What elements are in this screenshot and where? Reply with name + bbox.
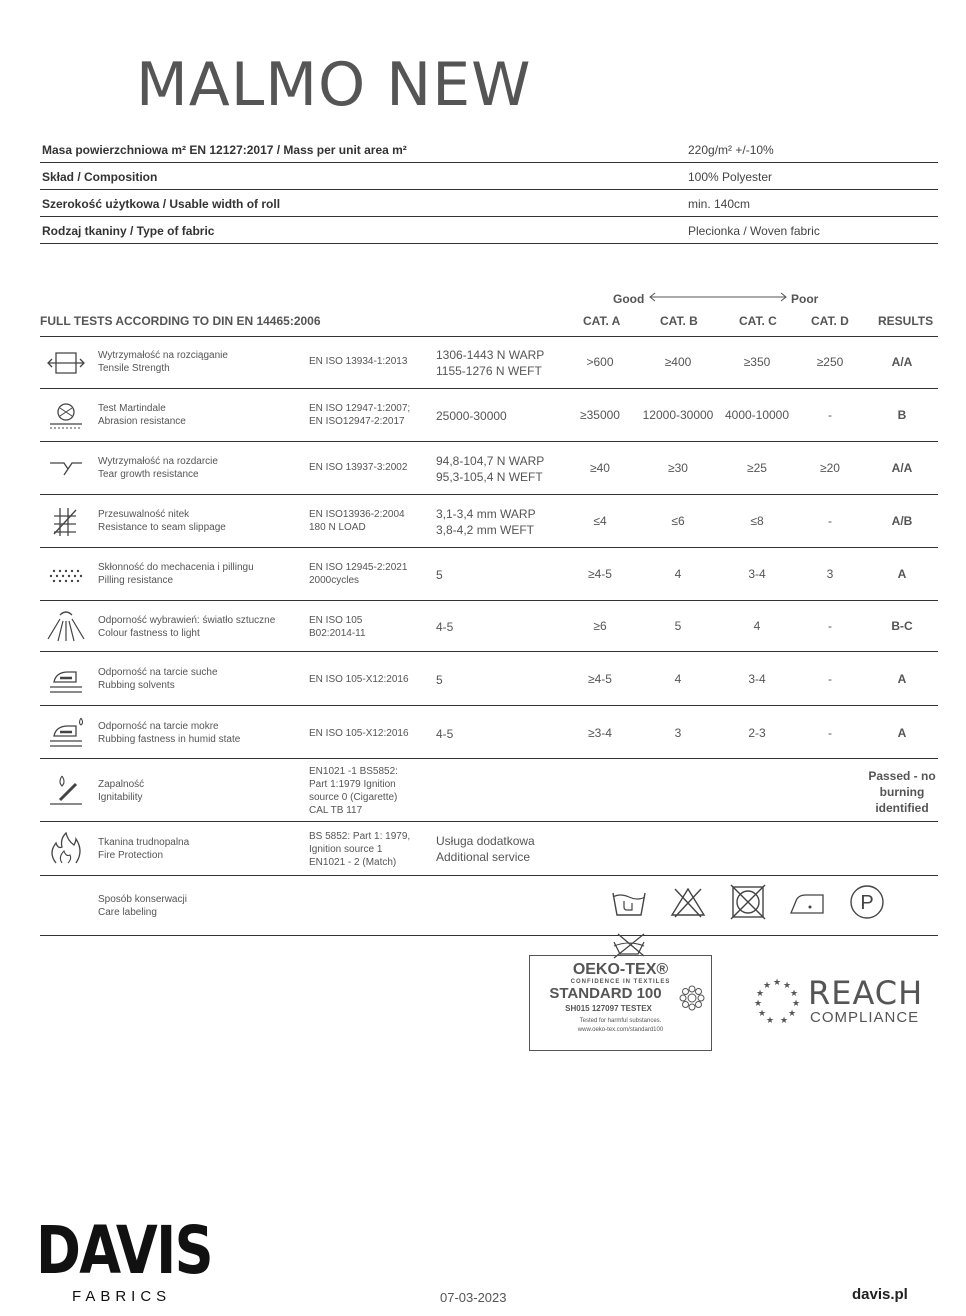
test-row-seam <box>40 496 938 548</box>
test-norm: EN ISO 105-X12:2016 <box>309 728 409 739</box>
test-row-tear <box>40 443 938 495</box>
test-label: Zapalność Ignitability <box>98 779 145 803</box>
document-date: 07-03-2023 <box>440 1290 507 1305</box>
oeko-code: SH015 127097 TESTEX <box>565 1004 652 1013</box>
header-results: RESULTS <box>878 314 934 328</box>
test-row-tensile <box>40 337 938 389</box>
svg-text:P: P <box>860 892 874 914</box>
spec-label: Skład / Composition <box>42 170 158 184</box>
test-value: 94,8-104,7 N WARP 95,3-105,4 N WEFT <box>436 454 545 484</box>
oeko-flower-icon <box>677 983 707 1013</box>
reach-title: REACH <box>808 974 924 1012</box>
test-row-ignitability <box>40 760 938 822</box>
scale-arrow-icon <box>648 291 788 303</box>
light-icon <box>46 609 86 645</box>
page-title: MALMO NEW <box>136 50 532 120</box>
cat-d-value: - <box>828 619 832 633</box>
cat-d-value: - <box>828 408 832 422</box>
cat-c-value: 2-3 <box>748 726 766 740</box>
cat-c-value: 3-4 <box>748 567 766 581</box>
oeko-tagline: CONFIDENCE IN TEXTILES <box>570 979 671 985</box>
cat-c-value: 4000-10000 <box>724 408 790 422</box>
cat-d-value: ≥250 <box>816 355 844 369</box>
test-label: Wytrzymałość na rozciąganie Tensile Strength <box>98 350 228 374</box>
iron-low-icon <box>788 883 826 921</box>
result-value: A <box>897 726 907 740</box>
spec-row-type <box>40 217 938 244</box>
svg-text:★: ★ <box>765 1016 775 1026</box>
spec-label: Masa powierzchniowa m² EN 12127:2017 / Mass per unit area m² <box>42 143 407 157</box>
svg-text:★: ★ <box>789 989 799 999</box>
header-cat-d: CAT. D <box>811 314 849 328</box>
oeko-note: Tested for harmful substances. www.oeko-tex.com/standard100 <box>577 1018 664 1033</box>
scale-good-label: Good <box>613 292 645 306</box>
cat-b-value: ≥30 <box>668 461 688 475</box>
result-value: Passed - no burning identified <box>868 769 936 815</box>
test-row-rubbing-dry <box>40 653 938 706</box>
ignitability-icon <box>46 772 86 808</box>
spec-label: Szerokość użytkowa / Usable width of roll <box>42 197 281 211</box>
test-label: Przesuwalność nitek Resistance to seam slippage <box>98 509 226 533</box>
oeko-standard: STANDARD 100 <box>549 985 662 1002</box>
cat-c-value: ≤8 <box>750 514 764 528</box>
result-value: B-C <box>891 619 913 633</box>
cat-d-value: ≥20 <box>820 461 840 475</box>
oeko-tex-badge <box>529 955 712 1051</box>
result-value: A <box>897 672 907 686</box>
test-norm: EN ISO 12945-2:2021 2000cycles <box>309 562 408 586</box>
header-cat-c: CAT. C <box>739 314 777 328</box>
cat-a-value: ≥4-5 <box>588 567 612 581</box>
svg-text:★: ★ <box>762 981 772 991</box>
cat-a-value: ≥4-5 <box>588 672 612 686</box>
cat-a-value: >600 <box>586 355 614 369</box>
test-norm: EN ISO13936-2:2004 180 N LOAD <box>309 509 405 533</box>
cat-d-value: 3 <box>826 567 834 581</box>
cat-b-value: 3 <box>674 726 682 740</box>
cat-d-value: - <box>828 726 832 740</box>
spec-value: 100% Polyester <box>688 170 773 184</box>
spec-value: Plecionka / Woven fabric <box>688 224 820 238</box>
martindale-icon <box>46 398 86 434</box>
cat-b-value: 12000-30000 <box>642 408 714 422</box>
dry-clean-p-icon <box>848 883 886 921</box>
test-value: 3,1-3,4 mm WARP 3,8-4,2 mm WEFT <box>436 507 536 537</box>
cat-a-value: ≤4 <box>593 514 607 528</box>
cat-c-value: ≥25 <box>747 461 767 475</box>
cat-a-value: ≥35000 <box>580 408 620 422</box>
cat-a-value: ≥3-4 <box>588 726 612 740</box>
result-value: A/A <box>891 355 913 369</box>
header-cat-b: CAT. B <box>660 314 698 328</box>
cat-c-value: ≥350 <box>743 355 771 369</box>
cat-a-value: ≥40 <box>590 461 610 475</box>
test-value: 4-5 <box>436 727 454 741</box>
svg-text:★: ★ <box>779 1016 789 1026</box>
website-link[interactable]: davis.pl <box>852 1286 908 1303</box>
fire-icon <box>46 831 86 867</box>
spec-value: 220g/m² +/-10% <box>688 143 774 157</box>
result-value: B <box>897 408 907 422</box>
test-norm: EN ISO 105-X12:2016 <box>309 674 409 685</box>
oeko-brand: OEKO-TEX® <box>572 961 669 978</box>
svg-text:★: ★ <box>757 1009 767 1019</box>
test-norm: BS 5852: Part 1: 1979, Ignition source 1 EN1021 - 2 (Match) <box>309 831 411 868</box>
svg-text:★: ★ <box>787 1009 797 1019</box>
test-value: 4-5 <box>436 620 454 634</box>
svg-text:★: ★ <box>755 989 765 999</box>
cat-d-value: - <box>828 514 832 528</box>
test-row-martindale <box>40 390 938 442</box>
test-row-light <box>40 602 938 652</box>
tests-table-header <box>40 310 938 337</box>
spec-value: min. 140cm <box>688 197 751 211</box>
davis-logo: DAVIS <box>36 1212 212 1289</box>
cat-b-value: 4 <box>674 567 682 581</box>
test-norm: EN ISO 13937-3:2002 <box>309 462 408 473</box>
result-value: A <box>897 567 907 581</box>
care-labeling-row <box>40 877 938 936</box>
wash-30-icon <box>610 883 648 921</box>
no-tumble-dry-icon <box>729 883 767 921</box>
cat-b-value: 4 <box>674 672 682 686</box>
test-norm: EN ISO 105 B02:2014-11 <box>309 615 366 639</box>
result-value: A/A <box>891 461 913 475</box>
spec-row-width <box>40 190 938 217</box>
test-value: Usługa dodatkowa Additional service <box>436 834 535 864</box>
cat-b-value: ≤6 <box>671 514 685 528</box>
test-label: Odporność na tarcie suche Rubbing solvents <box>98 667 218 691</box>
test-label: Odporność wybrawień: światło sztuczne Colour fastness to light <box>98 615 276 639</box>
reach-subtitle: COMPLIANCE <box>810 1009 920 1026</box>
rubbing-dry-icon <box>46 662 86 698</box>
test-row-fire <box>40 823 938 876</box>
result-value: A/B <box>891 514 913 528</box>
test-label: Tkanina trudnopalna Fire Protection <box>98 837 190 861</box>
header-cat-a: CAT. A <box>583 314 621 328</box>
davis-logo-sub: FABRICS <box>72 1288 172 1305</box>
no-bleach-icon <box>669 883 707 921</box>
svg-text:★: ★ <box>791 999 801 1009</box>
cat-c-value: 3-4 <box>748 672 766 686</box>
eu-stars-icon <box>752 976 802 1026</box>
spec-row-composition <box>40 163 938 190</box>
tests-table-title: FULL TESTS ACCORDING TO DIN EN 14465:2006 <box>40 314 321 328</box>
test-norm: EN1021 -1 BS5852: Part 1:1979 Ignition source 0 (Cigarette) CAL TB 117 <box>309 766 398 816</box>
test-label: Test Martindale Abrasion resistance <box>98 403 186 427</box>
seam-slippage-icon <box>46 504 86 540</box>
cat-b-value: 5 <box>674 619 682 633</box>
test-value: 1306-1443 N WARP 1155-1276 N WEFT <box>436 348 545 378</box>
test-value: 5 <box>436 673 443 687</box>
cat-c-value: 4 <box>753 619 761 633</box>
cat-b-value: ≥400 <box>664 355 692 369</box>
spec-label: Rodzaj tkaniny / Type of fabric <box>42 224 215 238</box>
spec-row-mass <box>40 136 938 163</box>
tensile-icon <box>46 345 86 381</box>
test-label: Skłonność do mechacenia i pillingu Pilling resistance <box>98 562 254 586</box>
test-norm: EN ISO 13934-1:2013 <box>309 356 408 367</box>
test-row-pilling <box>40 549 938 601</box>
test-row-rubbing-wet <box>40 707 938 759</box>
cat-a-value: ≥6 <box>593 619 607 633</box>
test-label: Wytrzymałość na rozdarcie Tear growth resistance <box>98 456 218 480</box>
svg-text:★: ★ <box>772 978 782 988</box>
test-label: Odporność na tarcie mokre Rubbing fastness in humid state <box>98 721 241 745</box>
svg-text:★: ★ <box>753 999 763 1009</box>
svg-text:★: ★ <box>782 981 792 991</box>
test-value: 5 <box>436 568 443 582</box>
rubbing-wet-icon <box>46 716 86 752</box>
test-value: 25000-30000 <box>436 409 507 423</box>
cat-d-value: - <box>828 672 832 686</box>
scale-poor-label: Poor <box>791 292 819 306</box>
care-label: Sposób konserwacji Care labeling <box>98 894 187 918</box>
tear-icon <box>46 451 86 487</box>
pilling-icon <box>46 557 86 593</box>
test-norm: EN ISO 12947-1:2007; EN ISO12947-2:2017 <box>309 403 411 427</box>
